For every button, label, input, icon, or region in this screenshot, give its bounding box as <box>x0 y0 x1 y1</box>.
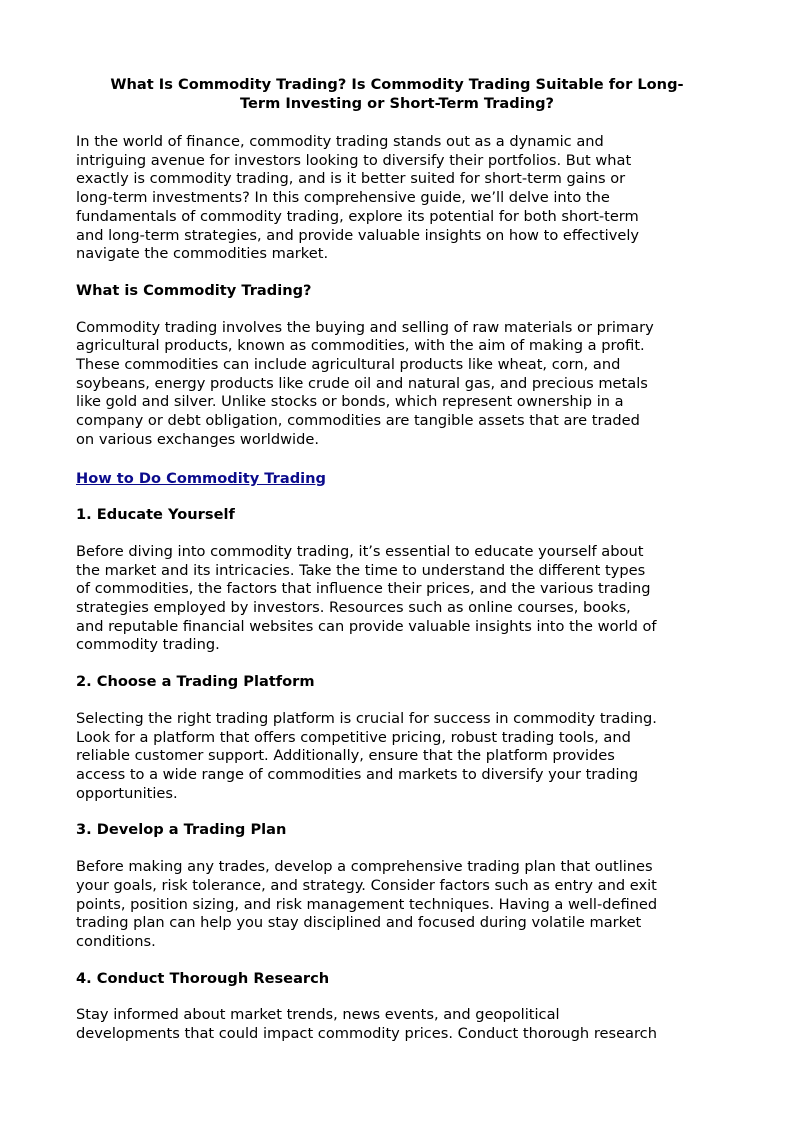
section-paragraph-what-is: Commodity trading involves the buying and selling of raw materials or primary agricultural products, known as commodities, with the aim of making a profit. These commodities can include agricultural products like wheat, corn, and soybeans, energy products like crude oil and natural gas, and precious metals like gold and silver. Unlike stocks or bonds, which represent ownership in a company or debt obligation, commodities are tangible assets that are traded on various exchanges worldwide. <box>76 318 654 448</box>
step-heading-educate: 1. Educate Yourself <box>76 506 235 524</box>
how-to-trade-link[interactable]: How to Do Commodity Trading <box>76 469 326 487</box>
document-page <box>76 75 718 1062</box>
step-paragraph-research: Stay informed about market trends, news events, and geopolitical developments that could impact commodity prices. Conduct thorough research <box>76 1006 657 1043</box>
step-paragraph-plan: Before making any trades, develop a comprehensive trading plan that outlines your goals, risk tolerance, and strategy. Consider factors such as entry and exit points, position sizing, and risk management techniques. Having a well-defined trading plan can help you stay disciplined and focused during volatile market conditions. <box>76 858 658 950</box>
step-paragraph-educate: Before diving into commodity trading, it’s essential to educate yourself about the market and its intricacies. Take the time to understand the different types of commodities, the factors that influence their prices, and the various trading strategies employed by investors. Resources such as online courses, books, and reputable financial websites can provide valuable insights into the world of commodity trading. <box>76 542 657 654</box>
step-heading-plan: 3. Develop a Trading Plan <box>76 821 287 839</box>
step-paragraph-platform: Selecting the right trading platform is crucial for success in commodity trading. Look for a platform that offers competitive pricing, robust trading tools, and reliable customer support. Additionally, ensure that the platform provides access to a wide range of commodities and markets to diversify your trading opportunities. <box>76 709 657 802</box>
step-heading-platform: 2. Choose a Trading Platform <box>76 673 315 691</box>
step-heading-research: 4. Conduct Thorough Research <box>76 969 330 987</box>
section-heading-what-is: What is Commodity Trading? <box>76 281 312 299</box>
document-title: What Is Commodity Trading? Is Commodity Trading Suitable for Long- Term Investing or Short-Term Trading? <box>110 76 684 112</box>
intro-paragraph: In the world of finance, commodity trading stands out as a dynamic and intriguing avenue for investors looking to diversify their portfolios. But what exactly is commodity trading, and is it better suited for short-term gains or long-term investments? In this comprehensive guide, we’ll delve into the fundamentals of commodity trading, explore its potential for both short-term and long-term strategies, and provide valuable insights on how to effectively navigate the commodities market. <box>76 133 640 263</box>
